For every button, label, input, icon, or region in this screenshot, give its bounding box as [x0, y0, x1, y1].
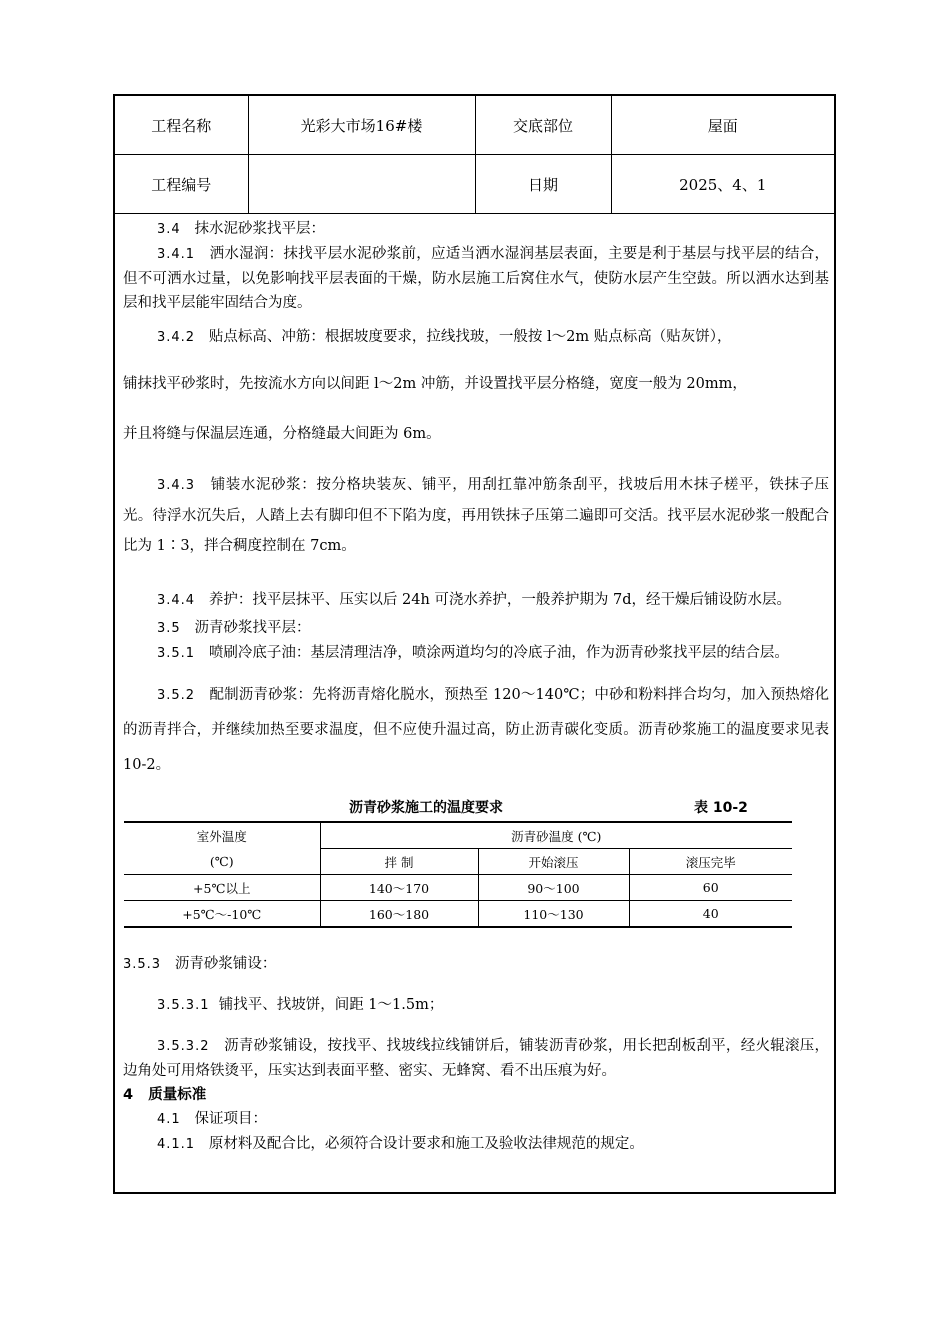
col-outdoor-b: (℃): [124, 849, 320, 875]
section-3-5: 3.5 沥青砂浆找平层：: [157, 620, 311, 636]
col-start: 开始滚压: [478, 849, 629, 875]
date-value: 2025、4、1: [611, 155, 834, 214]
table-row: [124, 901, 792, 928]
cell-mix: 160～180: [320, 901, 478, 928]
section-3-4-3: 3.4.3 铺装水泥砂浆：按分格块装灰、铺平，用刮扛靠冲筋条刮平，找坡后用木抹子槎平，铁抹子压光。待浮水沉失后，人踏上去有脚印但不下陷为度，再用铁抹子压第二遍即可交活。找平层水泥砂浆一般配合比为 1∶3，拌合稠度控制在 7cm。: [123, 477, 830, 554]
cell-end: 40: [629, 901, 792, 928]
cell-start: 90～100: [478, 875, 629, 901]
table-title: 沥青砂浆施工的温度要求: [349, 800, 503, 816]
body-text: [123, 217, 829, 1157]
section-3-4: 3.4 抹水泥砂浆找平层：: [157, 221, 326, 237]
project-no-value: [248, 155, 475, 214]
cell-outdoor: +5℃以上: [124, 875, 320, 901]
location-label: 交底部位: [475, 96, 611, 155]
header-table: [115, 96, 834, 214]
cell-outdoor: +5℃～-10℃: [124, 901, 320, 928]
header-row-2: [115, 155, 834, 214]
section-4-1-1: 4.1.1 原材料及配合比，必须符合设计要求和施工及验收法律规范的规定。: [157, 1136, 644, 1152]
section-3-5-3: 3.5.3 沥青砂浆铺设：: [123, 956, 277, 972]
col-group: 沥青砂温度 (℃): [320, 822, 792, 849]
document-frame: [113, 94, 836, 1194]
temperature-table: [124, 821, 792, 928]
col-end: 滚压完毕: [629, 849, 792, 875]
section-3-5-3-1: 3.5.3.1 铺找平、找坡饼，间距 1～1.5m；: [157, 997, 444, 1013]
section-4-1: 4.1 保证项目：: [157, 1111, 268, 1127]
section-3-4-2-b: 铺抹找平砂浆时，先按流水方向以间距 l～2m 冲筋，并设置找平层分格缝，宽度一般为 20mm，: [123, 376, 747, 392]
project-name-value: 光彩大市场16#楼: [248, 96, 475, 155]
cell-end: 60: [629, 875, 792, 901]
project-no-label: 工程编号: [115, 155, 248, 214]
date-label: 日期: [475, 155, 611, 214]
section-3-5-2: 3.5.2 配制沥青砂浆：先将沥青熔化脱水，预热至 120～140℃；中砂和粉料拌合均匀，加入预热熔化的沥青拌合，并继续加热至要求温度，但不应使升温过高，防止沥青碳化变质。沥青砂浆施工的温度要求见表 10-2。: [123, 687, 830, 773]
location-value: 屋面: [611, 96, 834, 155]
cell-start: 110～130: [478, 901, 629, 928]
table-header-row-1: [124, 822, 792, 849]
section-3-5-3-2: 3.5.3.2 沥青砂浆铺设，按找平、找坡线拉线铺饼后，铺装沥青砂浆，用长把刮板刮平，经火辊滚压，边角处可用烙铁烫平，压实达到表面平整、密实、无蜂窝、看不出压痕为好。: [123, 1038, 829, 1079]
table-header-row-2: [124, 849, 792, 875]
table-row: [124, 875, 792, 901]
section-3-4-1: 3.4.1 洒水湿润：抹找平层水泥砂浆前，应适当洒水湿润基层表面，主要是利于基层与找平层的结合，但不可洒水过量，以免影响找平层表面的干燥，防水层施工后窝住水气，使防水层产生空鼓。所以洒水达到基层和找平层能牢固结合为度。: [123, 246, 830, 311]
temperature-table-block: [123, 795, 829, 928]
table-caption: [123, 795, 829, 821]
section-3-4-2-c: 并且将缝与保温层连通，分格缝最大间距为 6m。: [123, 426, 441, 442]
project-name-label: 工程名称: [115, 96, 248, 155]
section-3-5-1: 3.5.1 喷刷冷底子油：基层清理洁净，喷涂两道均匀的冷底子油，作为沥青砂浆找平层的结合层。: [157, 645, 789, 661]
cell-mix: 140～170: [320, 875, 478, 901]
table-number: 表 10-2: [694, 800, 748, 816]
col-outdoor-a: 室外温度: [124, 822, 320, 849]
section-3-4-2-a: 3.4.2 贴点标高、冲筋：根据坡度要求，拉线找玻，一般按 l～2m 贴点标高（贴灰饼），: [157, 329, 732, 345]
section-3-4-4: 3.4.4 养护：找平层抹平、压实以后 24h 可浇水养护，一般养护期为 7d，经干燥后铺设防水层。: [157, 592, 792, 608]
header-row-1: [115, 96, 834, 155]
col-mix: 拌 制: [320, 849, 478, 875]
section-4: 4 质量标准: [123, 1087, 207, 1103]
